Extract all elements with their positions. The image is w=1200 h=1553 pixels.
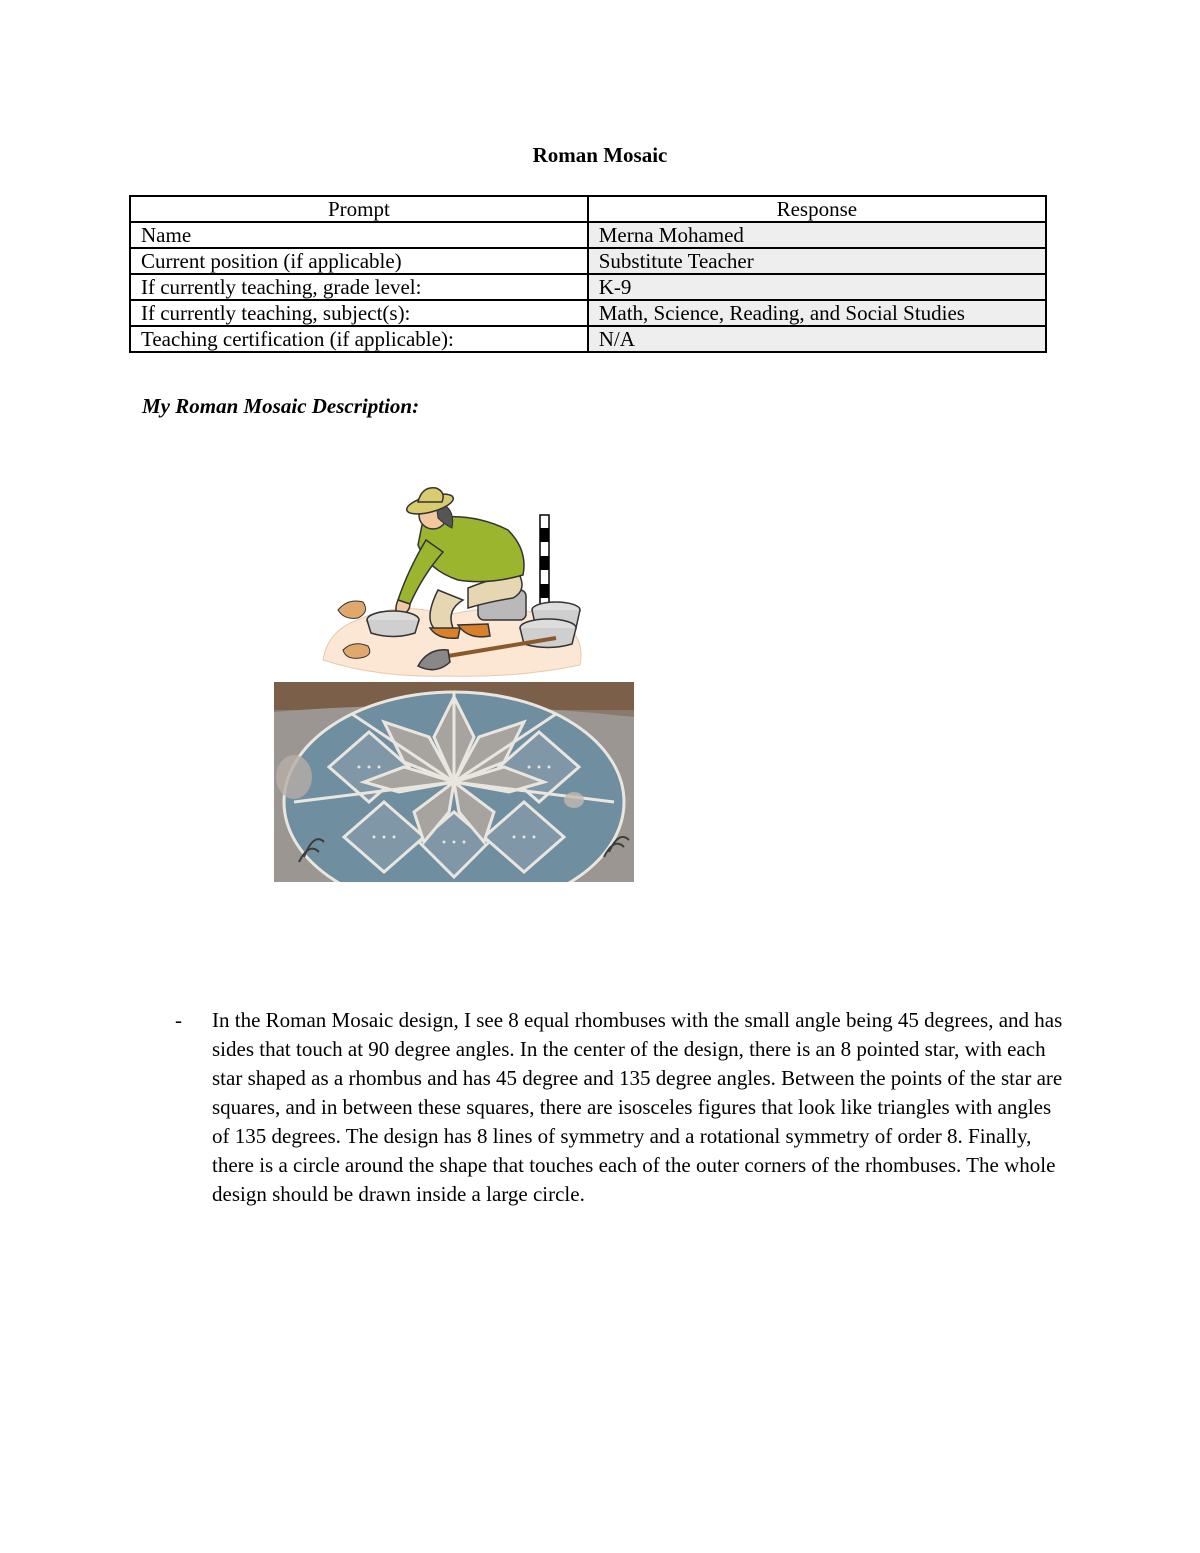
table-header-row bbox=[130, 196, 1046, 222]
page-title: Roman Mosaic bbox=[532, 143, 668, 167]
prompt-cell: If currently teaching, grade level: bbox=[130, 274, 588, 300]
table-row bbox=[130, 300, 1046, 326]
table-row bbox=[130, 222, 1046, 248]
header-prompt: Prompt bbox=[130, 196, 588, 222]
prompt-cell: Current position (if applicable) bbox=[130, 248, 588, 274]
prompt-cell: Name bbox=[130, 222, 588, 248]
prompt-cell: If currently teaching, subject(s): bbox=[130, 300, 588, 326]
response-cell: N/A bbox=[588, 326, 1046, 352]
response-cell: Math, Science, Reading, and Social Studies bbox=[588, 300, 1046, 326]
info-table bbox=[129, 195, 1047, 353]
description-paragraph: In the Roman Mosaic design, I see 8 equal rhombuses with the small angle being 45 degrees, and has sides that touch at 90 degree angles. In the center of the design, there is an 8 pointed star, with each star shaped as a rhombus and has 45 degree and 135 degree angles. Between the points of the star are squares, and in between these squares, there are isosceles figures that look like triangles with angles of 135 degrees. The design has 8 lines of symmetry and a rotational symmetry of order 8. Finally, there is a circle around the shape that touches each of the outer corners of the rhombuses. The whole design should be drawn inside a large circle. bbox=[212, 1008, 1063, 1206]
response-cell: Merna Mohamed bbox=[588, 222, 1046, 248]
table-row bbox=[130, 274, 1046, 300]
table-row bbox=[130, 326, 1046, 352]
prompt-cell: Teaching certification (if applicable): bbox=[130, 326, 588, 352]
header-response: Response bbox=[588, 196, 1046, 222]
bullet-marker: - bbox=[175, 1008, 182, 1032]
section-heading: My Roman Mosaic Description: bbox=[142, 394, 420, 418]
archaeologist-image bbox=[318, 480, 588, 680]
mosaic-image bbox=[274, 682, 634, 882]
response-cell: Substitute Teacher bbox=[588, 248, 1046, 274]
response-cell: K-9 bbox=[588, 274, 1046, 300]
table-row bbox=[130, 248, 1046, 274]
